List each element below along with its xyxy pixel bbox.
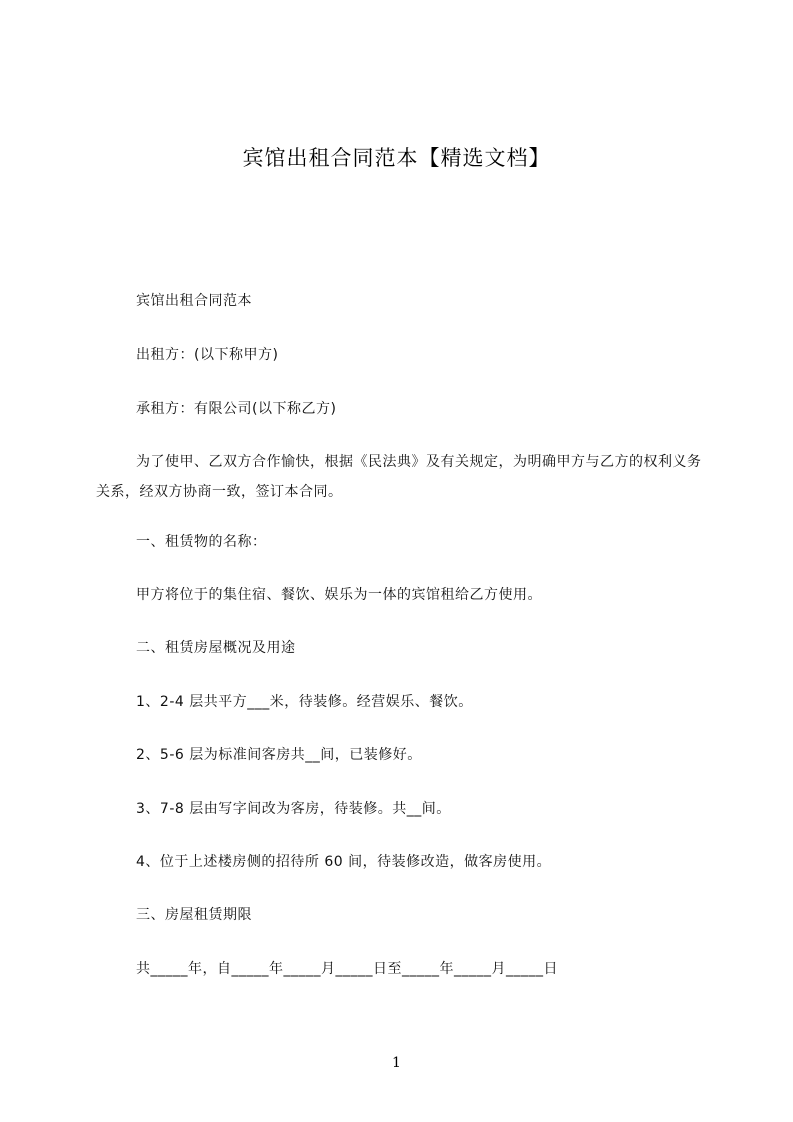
lessee-line: 承租方：有限公司(以下称乙方) (136, 401, 337, 417)
section-one-heading: 一、租赁物的名称： (136, 534, 267, 550)
section-two-item-1: 1、2-4 层共平方___米，待装修。经营娱乐、餐饮。 (136, 694, 473, 710)
contract-heading: 宾馆出租合同范本 (136, 293, 252, 309)
preamble-paragraph: 为了使甲、乙双方合作愉快，根据《民法典》及有关规定，为明确甲方与乙方的权利义务关系，经双方协商一致，签订本合同。 (96, 454, 702, 500)
section-two-heading: 二、租赁房屋概况及用途 (136, 640, 296, 656)
section-two-item-4: 4、位于上述楼房侧的招待所 60 间，待装修改造，做客房使用。 (136, 854, 552, 870)
lessor-line: 出租方：(以下称甲方) (136, 347, 279, 363)
section-two-item-2: 2、5-6 层为标准间客房共__间，已装修好。 (136, 747, 422, 763)
section-two-item-3: 3、7-8 层由写字间改为客房，待装修。共__间。 (136, 801, 451, 817)
section-three-heading: 三、房屋租赁期限 (136, 907, 252, 923)
lease-term-line: 共_____年，自_____年_____月_____日至_____年_____月_____日 (136, 961, 558, 977)
document-title: 宾馆出租合同范本【精选文档】 (242, 146, 551, 170)
section-one-body: 甲方将位于的集住宿、餐饮、娱乐为一体的宾馆租给乙方使用。 (136, 587, 542, 603)
page-number: 1 (392, 1055, 401, 1071)
